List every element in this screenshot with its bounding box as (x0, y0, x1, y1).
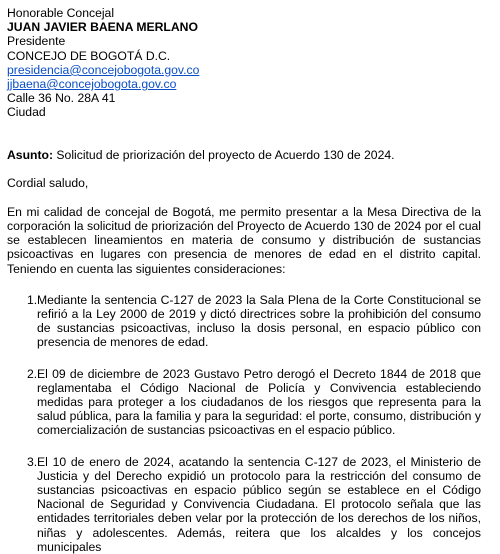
letter-page (7, 6, 481, 554)
list-item-number: 1. (27, 292, 38, 307)
list-item-text: Mediante la sentencia C-127 de 2023 la Sala Plena de la Corte Constitucional se refirió a la Ley 2000 de 2019 y dictó directrices sobre la prohibición del consumo de sustancias psicoactivas, incluso la dosis personal, en espacio público con presencia de menores de edad. (37, 292, 481, 350)
recipient-address: Calle 36 No. 28A 41 (7, 91, 116, 106)
subject-text: Solicitud de priorización del proyecto de Acuerdo 130 de 2024. (53, 148, 395, 162)
intro-paragraph: En mi calidad de concejal de Bogotá, me permito presentar a la Mesa Directiva de la corporación la solicitud de priorización del Proyecto de Acuerdo 130 de 2024 por el cual se establecen lineamientos en materia de consumo y distribución de sustancias psicoactivas en lugares con presencia de menores de edad en el distrito capital. Teniendo en cuenta las siguientes consideraciones: (7, 204, 481, 276)
list-item (7, 293, 481, 350)
recipient-name: JUAN JAVIER BAENA MERLANO (7, 20, 198, 35)
recipient-city: Ciudad (7, 105, 46, 120)
subject-label: Asunto: (7, 148, 54, 162)
email-link-jjbaena[interactable]: jjbaena@concejobogota.gov.co (7, 77, 177, 92)
recipient-position: Presidente (7, 34, 66, 49)
considerations-list (7, 293, 481, 554)
list-item (7, 367, 481, 438)
subject-line (7, 148, 481, 162)
email-link-presidencia[interactable]: presidencia@concejobogota.gov.co (7, 62, 200, 77)
list-item (7, 455, 481, 554)
recipient-title: Honorable Concejal (7, 6, 115, 20)
list-item-number: 2. (27, 366, 38, 381)
greeting: Cordial saludo, (7, 176, 89, 191)
list-item-number: 3. (27, 454, 38, 469)
list-item-text: El 09 de diciembre de 2023 Gustavo Petro derogó el Decreto 1844 de 2018 que reglamentaba el Código Nacional de Policía y Convivencia estableciendo medidas para proteger a los ciudadanos de los riesgos que representa para la salud pública, para la familia y para la seguridad: el porte, consumo, distribución y comercialización de sustancias psicoactivas en el espacio público. (37, 366, 481, 438)
recipient-institution: CONCEJO DE BOGOTÁ D.C. (7, 48, 171, 63)
list-item-text: El 10 de enero de 2024, acatando la sentencia C-127 de 2023, el Ministerio de Justicia y del Derecho expidió un protocolo para la restricción del consumo de sustancias psicoactivas en espacio público según se establece en el Código Nacional de Seguridad y Convivencia Ciudadana. El protocolo señala que las entidades territoriales deben velar por la protección de los derechos de los niños, niñas y adolescentes. Además, reitera que los alcaldes y los concejos municipales (37, 454, 481, 554)
